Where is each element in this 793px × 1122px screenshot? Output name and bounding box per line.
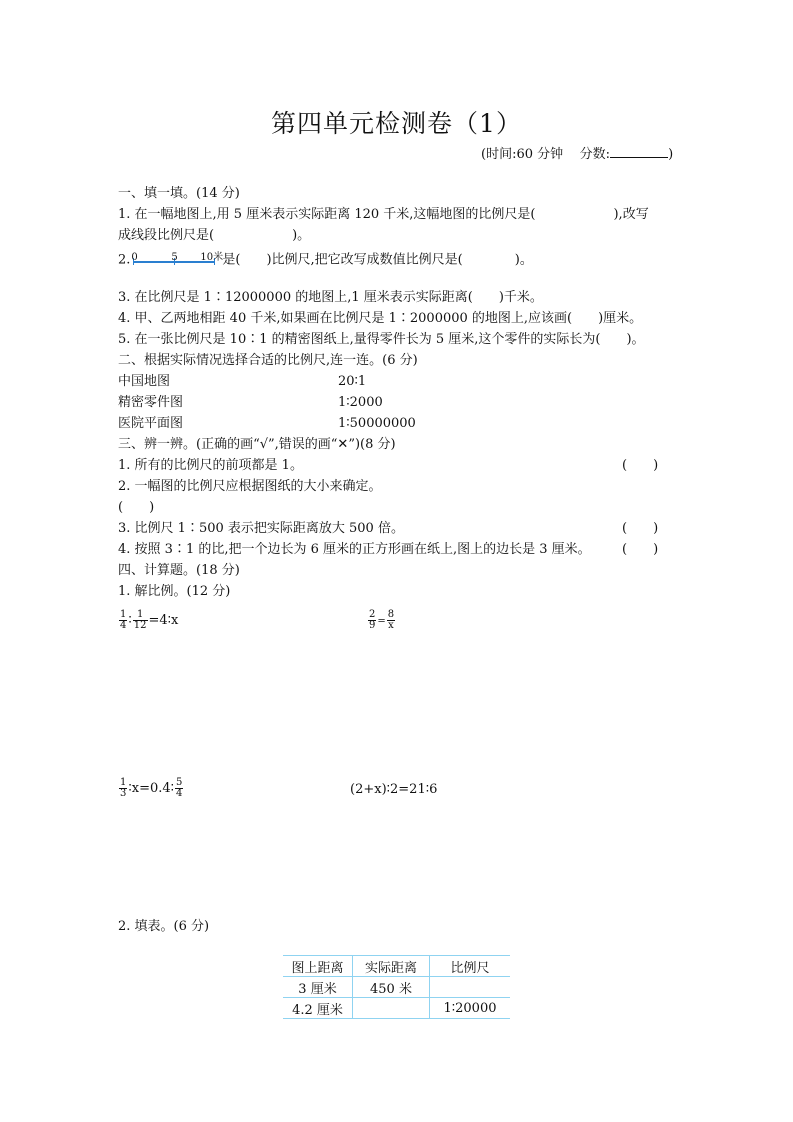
table-cell-blank[interactable] (430, 977, 511, 998)
page-title: 第四单元检测卷（1） (271, 109, 522, 138)
q2 (118, 251, 533, 269)
scale-table (283, 955, 510, 1019)
section4-heading: 四、计算题。(18 分) (118, 563, 240, 578)
equation-3: $\frac{1}{3}$ ∶x=0.4∶ $\frac{5}{4}$ (120, 777, 183, 799)
table-header-cell: 比例尺 (430, 956, 511, 977)
table-header-row (283, 956, 510, 977)
equation-1: $\frac{1}{4}$ ∶ $\frac{1}{12}$ =4∶x (120, 609, 179, 631)
q3: 3. 在比例尺是 1∶12000000 的地图上,1 厘米表示实际距离( )千米。 (118, 290, 543, 305)
ruler-label: 10米 (200, 252, 224, 263)
score-label: 分数: (579, 147, 611, 162)
score-blank[interactable] (610, 145, 668, 158)
judge-answer-paren[interactable]: ( ) (622, 521, 659, 536)
fill-table-heading: 2. 填表。(6 分) (118, 919, 210, 934)
match-item-right: 1∶2000 (338, 395, 383, 410)
match-item-left: 精密零件图 (118, 395, 184, 410)
q5: 5. 在一张比例尺是 10∶1 的精密图纸上,量得零件长为 5 厘米,这个零件的实际长为( )。 (118, 332, 645, 347)
fraction: $\frac{8}{x}$ (387, 609, 395, 631)
judge-q1: 1. 所有的比例尺的前项都是 1。 (118, 458, 303, 473)
match-item-right: 20∶1 (338, 374, 367, 389)
table-cell: 4.2 厘米 (283, 998, 353, 1019)
table-cell: 450 米 (353, 977, 430, 998)
close-paren: ) (668, 147, 674, 162)
ruler-label: 5 (171, 252, 178, 263)
fraction: $\frac{1}{4}$ (120, 609, 127, 631)
table-row (283, 977, 510, 998)
judge-q4: 4. 按照 3∶1 的比,把一个边长为 6 厘米的正方形画在纸上,图上的边长是 3 厘米。 (118, 542, 591, 557)
match-item-left: 中国地图 (118, 374, 171, 389)
match-item-left: 医院平面图 (118, 416, 184, 431)
section1-heading: 一、填一填。(14 分) (118, 186, 240, 201)
judge-q3: 3. 比例尺 1∶500 表示把实际距离放大 500 倍。 (118, 521, 404, 536)
table-header-cell: 图上距离 (283, 956, 353, 977)
q1-line2: 成线段比例尺是( )。 (118, 228, 311, 243)
fraction: $\frac{1}{3}$ (120, 777, 127, 799)
fraction: $\frac{2}{9}$ (369, 609, 376, 631)
equation-2: $\frac{2}{9}$ = $\frac{8}{x}$ (369, 609, 395, 631)
q1-line1: 1. 在一幅地图上,用 5 厘米表示实际距离 120 千米,这幅地图的比例尺是( ),改写 (118, 207, 649, 222)
judge-q2: 2. 一幅图的比例尺应根据图纸的大小来确定。 (118, 479, 382, 494)
solve-proportion-heading: 1. 解比例。(12 分) (118, 584, 231, 599)
judge-answer-paren[interactable]: ( ) (622, 458, 659, 473)
ruler-label: 0 (131, 252, 138, 263)
section3-heading: 三、辨一辨。(正确的画“√”,错误的画“✕”)(8 分) (118, 437, 396, 452)
judge-answer-paren[interactable]: ( ) (118, 500, 155, 515)
table-cell: 3 厘米 (283, 977, 353, 998)
fraction: $\frac{5}{4}$ (176, 777, 183, 799)
section2-heading: 二、根据实际情况选择合适的比例尺,连一连。(6 分) (118, 353, 418, 368)
match-item-right: 1∶50000000 (338, 416, 416, 431)
q2-prefix: 2. (118, 252, 131, 268)
judge-answer-paren[interactable]: ( ) (622, 542, 659, 557)
q4: 4. 甲、乙两地相距 40 千米,如果画在比例尺是 1∶2000000 的地图上,应该画( )厘米。 (118, 311, 643, 326)
table-cell-blank[interactable] (353, 998, 430, 1019)
table-cell: 1∶20000 (430, 998, 511, 1019)
fraction: $\frac{1}{12}$ (133, 609, 147, 631)
q2-suffix: 是( )比例尺,把它改写成数值比例尺是( )。 (222, 252, 533, 268)
table-row (283, 998, 510, 1019)
time-score-line (481, 143, 673, 162)
table-header-cell: 实际距离 (353, 956, 430, 977)
equation-4: (2+x)∶2=21∶6 (350, 782, 438, 797)
line-scale-ruler (130, 251, 222, 269)
time-label: (时间:60 分钟 (481, 147, 564, 162)
